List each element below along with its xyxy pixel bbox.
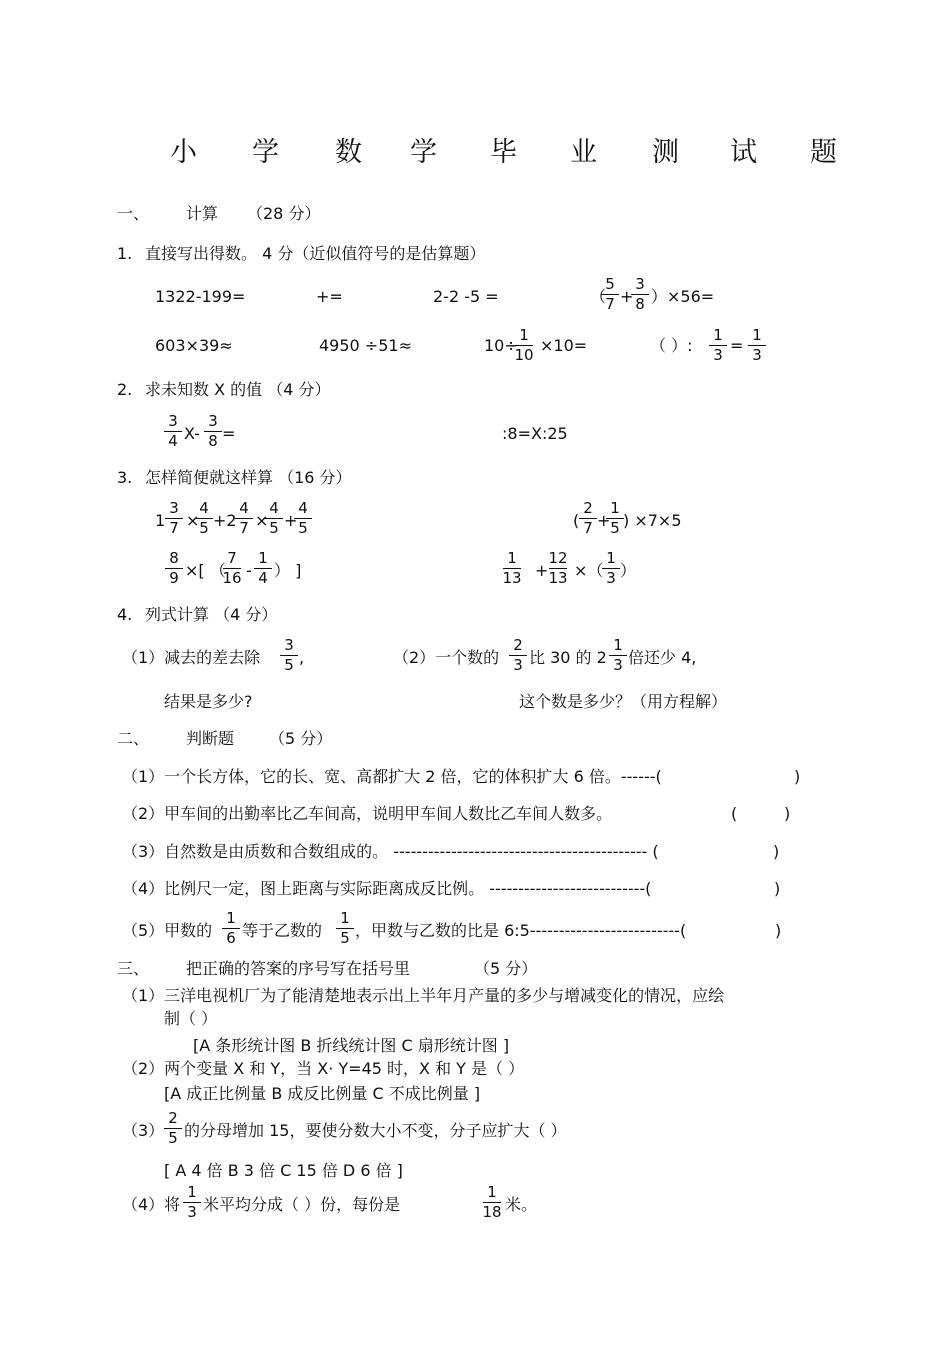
fraction: 7 16 — [222, 549, 242, 587]
expr-part: 1 — [155, 511, 166, 530]
calc-item: 4950 ÷51≈ — [319, 336, 412, 355]
title-char: 题 — [810, 137, 837, 168]
fraction: 3 8 — [202, 413, 224, 450]
q4-label: 4. — [117, 605, 133, 624]
fraction: 5 7 — [599, 276, 621, 313]
q3-text: 怎样简便就这样算 （16 分） — [145, 468, 352, 487]
calc-tail: ）×56= — [651, 287, 715, 306]
word-problem-1: （1）减去的差去除 — [122, 648, 261, 667]
word-problem-2-question: 这个数是多少？（用方程解） — [519, 692, 728, 711]
section-2-number: 二、 — [117, 729, 150, 748]
section-3-title: 把正确的答案的序号写在括号里 — [186, 959, 411, 978]
choice-q4: （4）将 — [122, 1195, 181, 1214]
judge-item: （2）甲车间的出勤率比乙车间高，说明甲车间人数比乙车间人数多。 — [122, 804, 613, 823]
judge-item-5-tail: ，甲数与乙数的比是 6:5--------------------------( — [355, 921, 687, 940]
section-2-title: 判断题 — [186, 729, 235, 748]
choice-q1-options: [A 条形统计图 B 折线统计图 C 扇形统计图 ] — [193, 1036, 510, 1055]
choice-q3-options: [ A 4 倍 B 3 倍 C 15 倍 D 6 倍 ] — [164, 1161, 403, 1180]
fraction: 3 8 — [629, 276, 651, 313]
calc-item: 1322-199= — [155, 287, 246, 306]
expr-part: ×（ — [574, 561, 604, 580]
fraction: 3 5 — [278, 637, 300, 674]
section-3-score: （5 分） — [474, 959, 538, 978]
q4-text: 列式计算 （4 分） — [145, 605, 278, 624]
choice-q1: （1）三洋电视机厂为了能清楚地表示出上半年月产量的多少与增减变化的情况，应绘 — [122, 986, 725, 1005]
fraction: 2 7 — [577, 500, 599, 537]
operator: - — [246, 561, 252, 580]
fraction: 3 7 — [163, 500, 185, 537]
section-1-number: 一、 — [117, 204, 150, 223]
word-problem-2: （2）一个数的 — [393, 648, 500, 667]
title-char: 业 — [570, 137, 597, 168]
fraction: 1 3 — [181, 1184, 203, 1221]
fraction: 2 5 — [162, 1110, 184, 1147]
equation: :8=X:25 — [502, 424, 568, 443]
section-3-number: 三、 — [117, 959, 150, 978]
fraction: 4 5 — [193, 500, 215, 537]
q3-label: 3. — [117, 468, 133, 487]
operator: +2 — [213, 511, 237, 530]
fraction: 1 3 — [600, 550, 622, 587]
fraction: 1 18 — [482, 1183, 502, 1221]
answer-paren: ) — [794, 767, 801, 786]
judge-item: （1）一个长方体，它的长、宽、高都扩大 2 倍，它的体积扩大 6 倍。------( — [122, 767, 662, 786]
operator: + — [597, 511, 611, 530]
calc-item: （ ）: — [650, 336, 693, 355]
q2-label: 2. — [117, 380, 133, 399]
fraction: 1 4 — [252, 550, 274, 587]
q2-text: 求未知数 X 的值 （4 分） — [145, 380, 331, 399]
calc-item: 2-2 -5 = — [433, 287, 499, 306]
calc-item: 10÷ — [484, 336, 518, 355]
answer-paren: ) — [775, 921, 782, 940]
fraction: 1 3 — [707, 327, 729, 364]
fraction: 4 5 — [263, 500, 285, 537]
section-2-score: （5 分） — [269, 729, 333, 748]
title-char: 试 — [730, 137, 757, 168]
expr-tail: ） — [620, 561, 637, 580]
word-problem-1-question: 结果是多少? — [164, 692, 253, 711]
equation-part: X- — [184, 424, 200, 443]
choice-q3-text: 的分母增加 15，要使分数大小不变，分子应扩大（ ） — [184, 1121, 567, 1140]
calc-item: += — [316, 287, 343, 306]
punct: , — [299, 648, 305, 667]
q1-text: 直接写出得数。 4 分（近似值符号的是估算题） — [145, 244, 486, 263]
choice-q4-text: 米平均分成（ ）份，每份是 — [203, 1195, 401, 1214]
operator: + — [620, 287, 634, 306]
judge-item-5-mid: 等于乙数的 — [242, 921, 323, 940]
fraction: 8 9 — [163, 550, 185, 587]
fraction: 2 3 — [507, 637, 529, 674]
expr-part: ×[ （ — [185, 561, 226, 580]
section-1-score: （28 分） — [247, 204, 321, 223]
title-char: 学 — [252, 137, 279, 168]
expr-tail: ） ] — [274, 561, 302, 580]
fraction: 1 5 — [604, 500, 626, 537]
operator: × — [255, 511, 269, 530]
operator: = — [730, 336, 744, 355]
choice-q3: （3） — [122, 1121, 165, 1140]
answer-paren: ) — [784, 804, 791, 823]
paren: （ — [590, 287, 607, 306]
choice-q2: （2）两个变量 X 和 Y，当 X· Y=45 时，X 和 Y 是（ ） — [122, 1059, 525, 1078]
title-char: 测 — [652, 137, 679, 168]
fraction: 1 10 — [514, 326, 534, 364]
section-1-title: 计算 — [186, 204, 219, 223]
fraction: 3 4 — [162, 413, 184, 450]
fraction: 1 3 — [607, 637, 629, 674]
word-problem-2-tail: 倍还少 4, — [628, 648, 697, 667]
expr-tail: ) ×7×5 — [623, 511, 682, 530]
calc-item: 603×39≈ — [155, 336, 233, 355]
equation-part: = — [222, 424, 236, 443]
title-char: 毕 — [490, 137, 517, 168]
fraction: 1 5 — [334, 910, 356, 947]
choice-q1-cont: 制（ ） — [164, 1009, 218, 1028]
q1-label: 1. — [117, 244, 133, 263]
judge-item-5: （5）甲数的 — [122, 921, 213, 940]
operator: + — [284, 511, 298, 530]
fraction: 1 13 — [502, 549, 522, 587]
fraction: 12 13 — [548, 549, 568, 587]
answer-paren: ) — [773, 842, 780, 861]
fraction: 4 7 — [233, 500, 255, 537]
title-char: 学 — [410, 137, 437, 168]
paren: ( — [573, 511, 580, 530]
fraction: 4 5 — [292, 500, 314, 537]
operator: + — [535, 561, 549, 580]
choice-q4-tail: 米。 — [505, 1195, 538, 1214]
answer-paren: ( — [731, 804, 738, 823]
calc-tail: ×10= — [540, 336, 588, 355]
answer-paren: ) — [774, 879, 781, 898]
title-char: 数 — [335, 137, 362, 168]
judge-item: （4）比例尺一定，图上距离与实际距离成反比例。 ---------------------------( — [122, 879, 652, 898]
choice-q2-options: [A 成正比例量 B 成反比例量 C 不成比例量 ] — [164, 1084, 481, 1103]
judge-item: （3）自然数是由质数和合数组成的。 -------------------------------------------- ( — [122, 842, 659, 861]
word-problem-2-mid: 比 30 的 2 — [529, 648, 607, 667]
title-char: 小 — [170, 137, 197, 168]
operator: × — [186, 511, 200, 530]
fraction: 1 3 — [746, 327, 768, 364]
fraction: 1 6 — [220, 910, 242, 947]
